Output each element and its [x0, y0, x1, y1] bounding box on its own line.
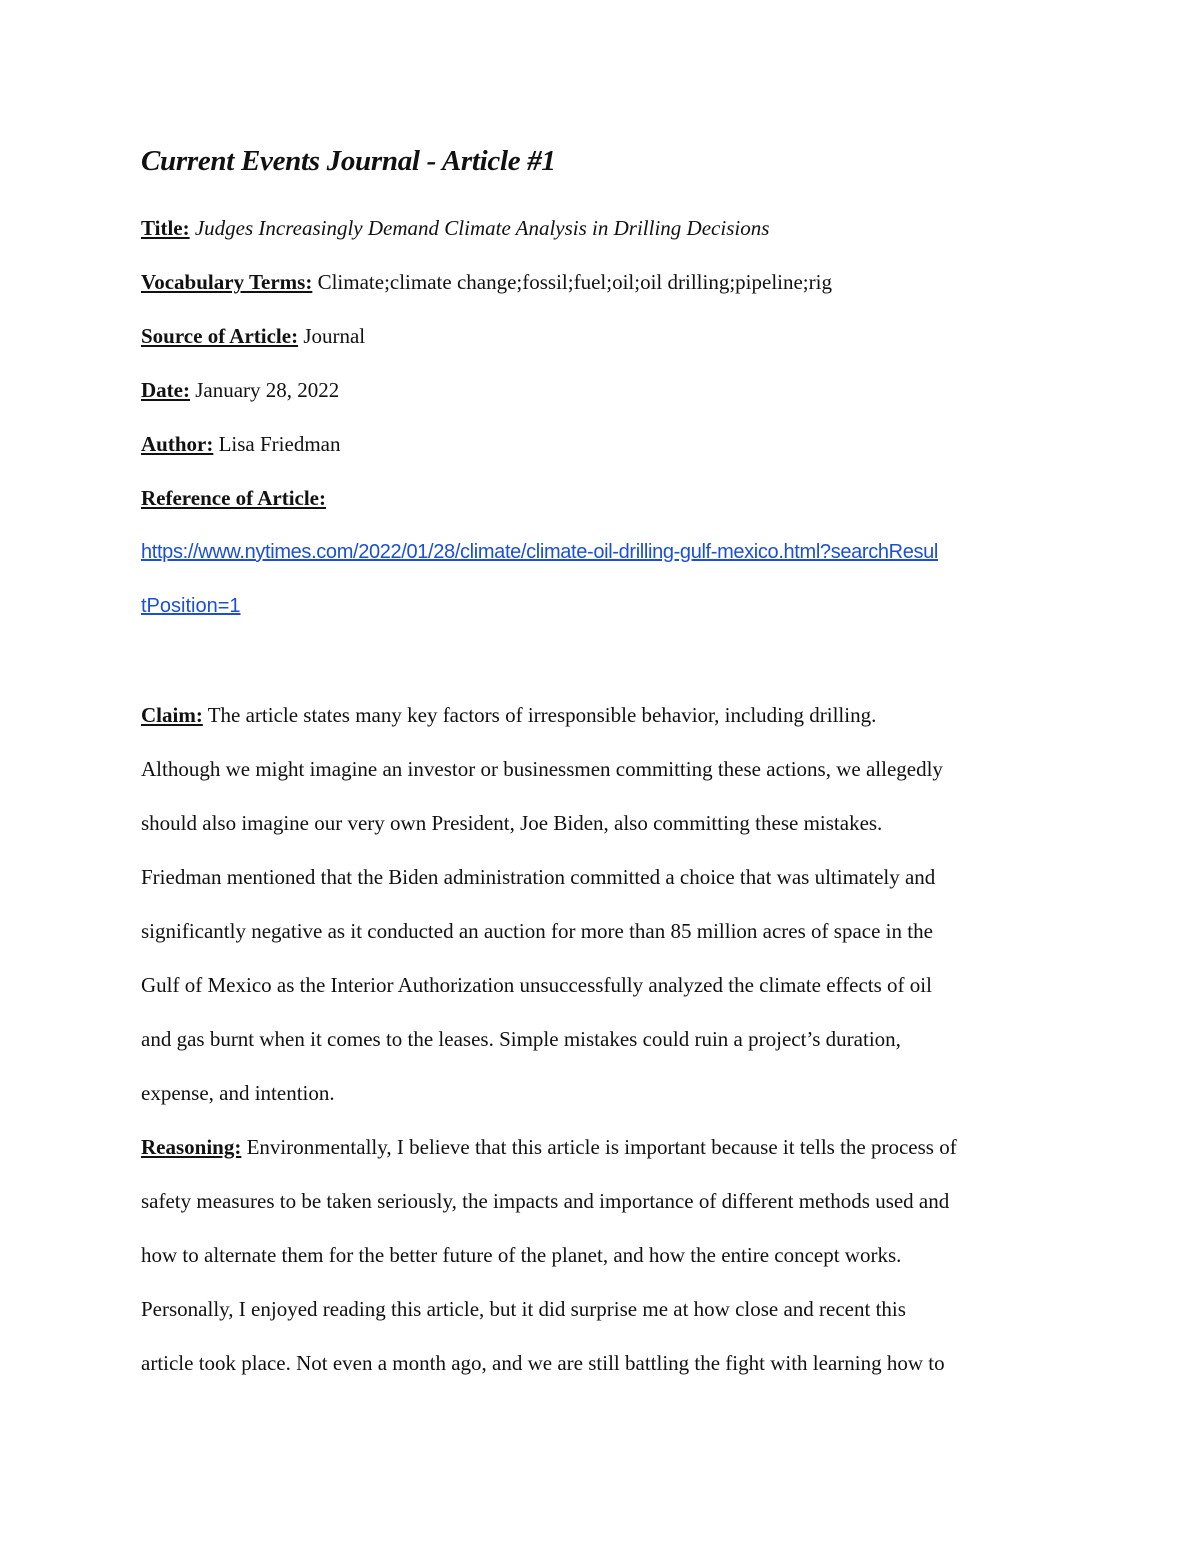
claim-line-6: Gulf of Mexico as the Interior Authorization unsuccessfully analyzed the climate effects of oil: [141, 973, 932, 997]
reasoning-text: Environmentally, I believe that this article is important because it tells the process of: [246, 1135, 957, 1159]
claim-line-8: expense, and intention.: [141, 1081, 335, 1105]
author-label: Author:: [141, 432, 214, 456]
vocabulary-field: [141, 268, 832, 296]
title-value: Judges Increasingly Demand Climate Analysis in Drilling Decisions: [194, 216, 770, 240]
reference-label: Reference of Article:: [141, 486, 327, 510]
claim-line-2: Although we might imagine an investor or businessmen committing these actions, we allegedly: [141, 757, 943, 781]
reference-field: [141, 484, 326, 512]
title-label: Title:: [141, 216, 190, 240]
author-field: [141, 430, 340, 458]
claim-line-3: should also imagine our very own President, Joe Biden, also committing these mistakes.: [141, 811, 883, 835]
source-label: Source of Article:: [141, 324, 299, 348]
vocabulary-value: Climate;climate change;fossil;fuel;oil;oil drilling;pipeline;rig: [317, 270, 832, 294]
claim-line-4: Friedman mentioned that the Biden administration committed a choice that was ultimately and: [141, 865, 936, 889]
reference-link-line-2[interactable]: tPosition=1: [141, 595, 241, 617]
date-label: Date:: [141, 378, 190, 402]
title-field: [141, 214, 769, 242]
journal-heading: Current Events Journal - Article #1: [141, 145, 556, 177]
claim-label: Claim:: [141, 703, 203, 727]
reasoning-line-2: safety measures to be taken seriously, the impacts and importance of different methods used and: [141, 1189, 950, 1213]
claim-line-1: [141, 701, 876, 729]
reasoning-line-5: article took place. Not even a month ago, and we are still battling the fight with learning how to: [141, 1351, 945, 1375]
reasoning-line-1: [141, 1133, 957, 1161]
claim-text: The article states many key factors of irresponsible behavior, including drilling.: [207, 703, 877, 727]
date-value: January 28, 2022: [195, 378, 340, 402]
claim-line-7: and gas burnt when it comes to the leases. Simple mistakes could ruin a project’s duration,: [141, 1027, 901, 1051]
date-field: [141, 376, 339, 404]
reasoning-label: Reasoning:: [141, 1135, 242, 1159]
reasoning-line-4: Personally, I enjoyed reading this article, but it did surprise me at how close and recent this: [141, 1297, 906, 1321]
author-value: Lisa Friedman: [218, 432, 341, 456]
claim-line-5: significantly negative as it conducted an auction for more than 85 million acres of space in the: [141, 919, 933, 943]
vocabulary-label: Vocabulary Terms:: [141, 270, 313, 294]
source-value: Journal: [303, 324, 366, 348]
reference-link-line-1[interactable]: https://www.nytimes.com/2022/01/28/climate/climate-oil-drilling-gulf-mexico.html?searchResul: [141, 541, 939, 563]
reasoning-line-3: how to alternate them for the better future of the planet, and how the entire concept works.: [141, 1243, 902, 1267]
source-field: [141, 322, 365, 350]
